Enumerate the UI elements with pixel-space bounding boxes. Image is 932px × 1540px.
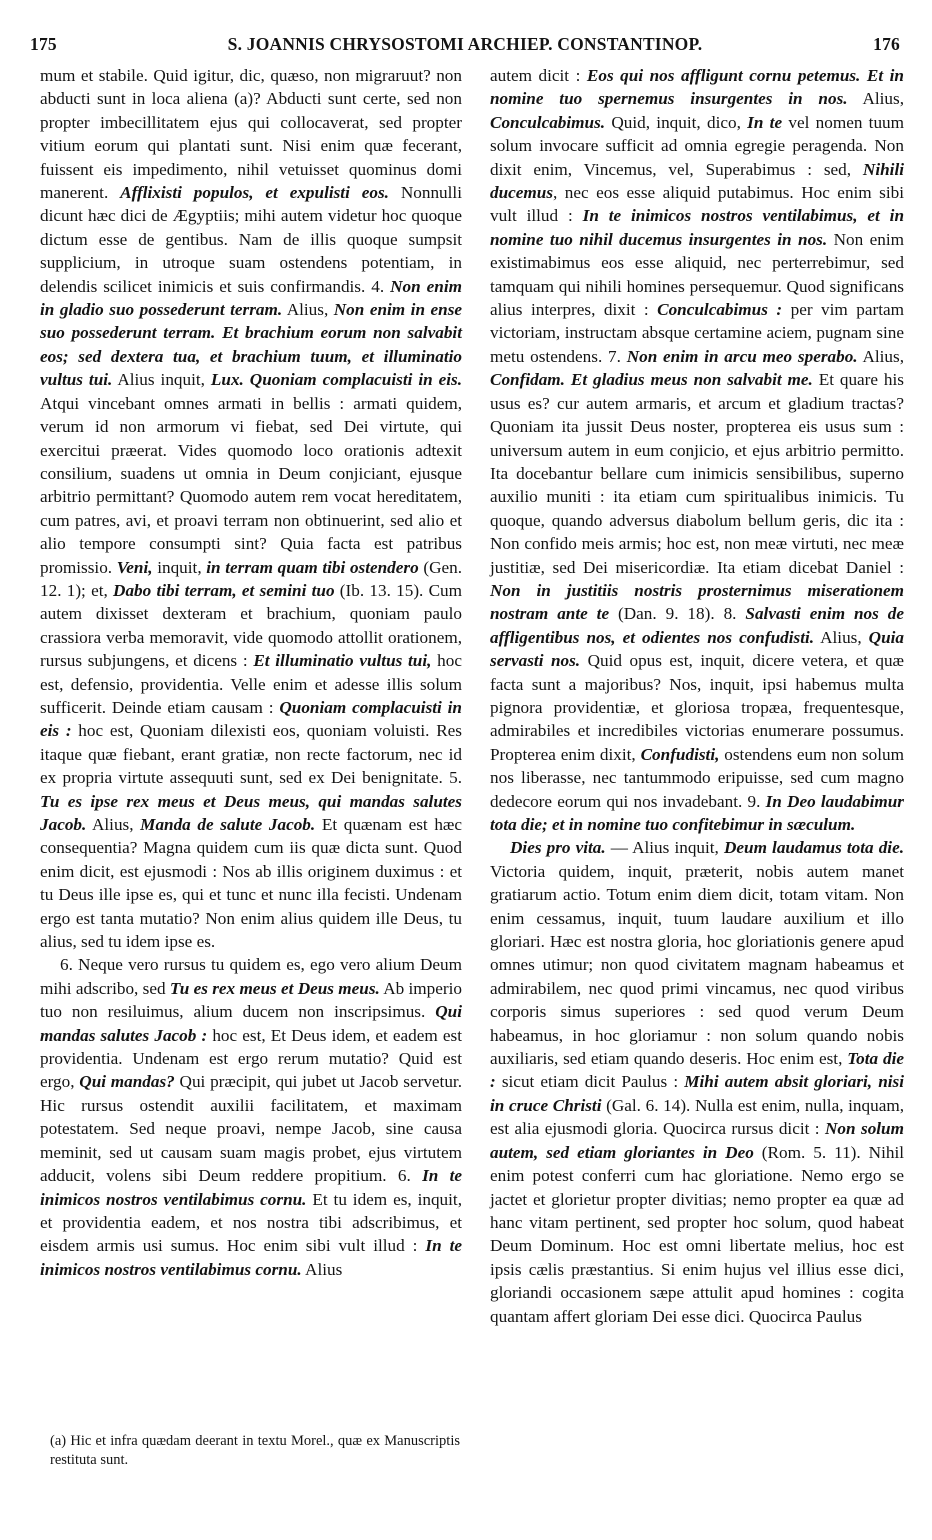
text-run: Et quare his usus es? cur autem armaris, et arcum et gladium tractas? Quoniam ita jussit Deus noster, propterea eis usus sum : universum autem in eum conjicio, et ejus arbitrio permitto. Ita docebantur bellare cum inimicis sensibilibus, superno auxilio muniti : ita etiam cum spiritualibus inimicis. Tu quoque, quando adversus diabolum bellum geris, dic ita : Non confido meis armis; hoc est, non meæ virtuti, nec meæ justitiæ, sed Dei misericordiæ. Ita etiam dicebat Daniel :	[490, 370, 904, 577]
italic-quotation: Non in justitiis nostris prosternimus miserationem nostram ante te	[490, 580, 904, 624]
text-run: — Alius inquit,	[605, 838, 724, 858]
italic-quotation: Non enim in arcu meo sperabo.	[626, 346, 858, 366]
text-run: autem dicit :	[490, 66, 587, 85]
text-run: Alius,	[814, 627, 869, 647]
italic-quotation: Tu es ipse rex meus et Deus meus, qui mandas salutes Jacob.	[40, 791, 462, 834]
text-run: (Rom. 5. 11). Nihil enim potest conferri cum hac gloriatione. Nemo ergo se jactet et glorietur propter divitias; nemo propter ea quæ ad hanc vitam pertinent, sed propter hoc solum, quod habeat Deum Dominum. Hoc est omni libertate melius, hoc est ipsis cælis præstantius. Si enim hujus vel illius esse dici, gloriandi occasionem sæpe attulit apud homines : cogita quantam affert gloriam Dei esse dici. Quocirca Paulus	[490, 1142, 904, 1326]
running-title: S. JOANNIS CHRYSOSTOMI ARCHIEP. CONSTANTINOP.	[227, 34, 703, 54]
italic-quotation: Lux. Quoniam complacuisti in eis.	[210, 370, 462, 390]
italic-quotation: Deum laudamus tota die.	[723, 838, 905, 858]
text-run: inquit,	[152, 557, 207, 577]
text-run: per vim partam victoriam, instructam absque certamine aciem, pugnam sine metu ostendens. 7.	[490, 300, 904, 366]
italic-quotation: Dies pro vita.	[510, 838, 606, 858]
italic-quotation: Tu es rex meus et Deus meus.	[169, 978, 380, 998]
text-run: Alius inquit,	[112, 370, 211, 390]
text-run: (Gen. 12. 1); et,	[40, 557, 462, 600]
text-run: Alius,	[847, 89, 904, 109]
text-run: hoc est, defensio, providentia. Velle enim et adesse illis solum sufficerit. Deinde etiam causam :	[40, 651, 462, 717]
italic-quotation: Nihili ducemus	[490, 159, 904, 203]
page-number-left: 175	[30, 34, 57, 54]
text-run: Ab imperio tuo non resiluimus, alium ducem non inscripsimus.	[40, 978, 462, 1022]
paragraph	[40, 64, 462, 953]
right-column	[490, 64, 904, 1328]
text-run: Alius,	[857, 346, 904, 366]
text-run: (Ib. 13. 15). Cum autem dixisset dexteram et brachium, quoniam paulo crassiora verba memoravit, vide quomodo attollit orationem, rursus subjungens, et dicens :	[40, 580, 463, 671]
italic-quotation: In te inimicos nostros ventilabimus cornu.	[40, 1166, 462, 1209]
italic-quotation: Afflixisti populos, et expulisti eos.	[120, 183, 389, 203]
text-run: Nonnulli dicunt hæc dici de Ægyptiis; mihi autem videtur hoc quoque dictum esse de gentibus. Nam de illis quoque sumpsit supplicium, in utroque suam ostendens potentiam, in delendis scilicet inimicis et suis confirmandis. 4.	[40, 183, 462, 296]
italic-quotation: Manda de salute Jacob.	[140, 815, 316, 834]
text-run: hoc est, Quoniam dilexisti eos, quoniam voluisti. Res itaque quæ fiebant, erant gratiæ, non recte factorum, nec id ex propria virtute assequuti sunt, sed ex Dei benignitate. 5.	[40, 721, 462, 788]
italic-quotation: Eos qui nos affligunt cornu petemus. Et in nomine tuo spernemus insurgentes in nos.	[490, 66, 904, 109]
text-run: mum et stabile. Quid igitur, dic, quæso, non migraruut? non abducti sunt in loca aliena	[40, 66, 462, 109]
text-run: ? Abducti sunt certe, sed non propter imbecillitatem ejus qui collocaverat, sed propter vitium eorum qui plantati sunt. Nisi enim quæ fecerant, fuissent eis impedimento, nihil vetuisset quominus domi manerent.	[40, 89, 462, 203]
text-run: Et tu idem es, inquit, et providentia eadem, et nos nostra tibi adscribimus, et eisdem armis usi sumus. Hoc enim sibi vult illud :	[40, 1189, 462, 1256]
italic-quotation: Confudisti,	[640, 744, 720, 764]
italic-quotation: Non solum autem, sed etiam gloriantes in Deo	[490, 1119, 904, 1162]
text-run: Alius,	[86, 815, 141, 834]
text-run: vel nomen tuum solum invocare sufficit ad omnia egregie peragenda. Non dixit enim, Vincemus, vel, Superabimus : sed,	[490, 112, 905, 179]
italic-quotation: In Deo laudabimur tota die; et in nomine tuo confitebimur in sæculum.	[490, 791, 904, 834]
text-run: (Dan. 9. 18). 8.	[609, 604, 746, 624]
text-run: Atqui vincebant omnes armati in bellis : armati quidem, verum id non armorum vi fiebat, sed Dei virtute, qui exercitui præerat. Vides quomodo loco orationis adtexit consilium, suadens ut omnia in Deum conjiciant, ejusque arbitrio permittant? Quomodo autem rem vocat hereditatem, cum patres, avi, et proavi terram non obtinuerint, sed alio et alio tempore consumpti sint? Quia facta est patribus promissio.	[40, 393, 462, 577]
italic-quotation: In te	[747, 112, 783, 132]
text-run: Quid, inquit, dico,	[605, 112, 748, 132]
italic-quotation: Non enim in ense suo possederunt terram. Et brachium eorum non salvabit eos; sed dextera tua, et brachium tuum, et illuminatio vultus tui.	[40, 300, 463, 390]
italic-quotation: Mihi autem absit gloriari, nisi in cruce Christi	[490, 1072, 904, 1115]
italic-quotation: In te inimicos nostros ventilabimus cornu.	[40, 1236, 462, 1279]
italic-quotation: Quoniam complacuisti in eis :	[40, 697, 462, 741]
italic-quotation: Conculcabimus.	[490, 112, 606, 132]
text-run: Non enim existimabimus eos esse aliquid, nec perterrebimur, sed tamquam qui nihili homines persequemur. Quod significans alius interpres, dixit :	[490, 229, 905, 320]
text-run: Et quænam est hæc consequentia? Magna quidem cum iis quæ dicta sunt. Quod enim dicit, est ejusmodi : Nos ab illis originem duximus : et tu Deus ille ipse es, qui et tunc et nunc illa fecisti. Undenam ergo est tanta mutatio? Non enim alius quidem ille Deus, tu alius, sed tu idem ipse es.	[40, 815, 462, 952]
running-header	[30, 34, 900, 60]
italic-quotation: Et illuminatio vultus tui,	[253, 651, 432, 671]
italic-quotation: In te inimicos nostros ventilabimus, et in nomine tuo nihil ducemus insurgentes in nos.	[490, 206, 904, 249]
paragraph	[40, 953, 462, 1281]
text-run: Quid opus est, inquit, dicere vetera, et quæ facta sunt a majoribus? Nos, inquit, ipsi habemus multa pignora providentiæ, et gloriosa tropæa, frequentesque, admirabiles et incredibiles victorias enumerare possumus. Propterea enim dixit,	[490, 651, 905, 764]
text-run: ostendens eum non solum nos liberasse, nec tantummodo eripuisse, sed cum magno dedecore eorum qui nos invadebant. 9.	[490, 744, 904, 811]
footnote: (a) Hic et infra quædam deerant in textu Morel., quæ ex Manuscriptis restituta sunt.	[50, 1433, 460, 1468]
page-number-right: 176	[873, 34, 900, 54]
text-run: Alius,	[282, 300, 334, 320]
paragraph	[490, 64, 904, 836]
text-run: Qui præcipit, qui jubet ut Jacob servetur. Hic rursus ostendit auxilii facilitatem, et maximam potestatem. Sed neque proavi, nempe Jacob, sine causa meminit, sed ut causam suam magis probet, ejus virtutem adducit, volens sibi Deum reddere propitium. 6.	[40, 1072, 462, 1186]
text-run: sicut etiam dicit Paulus :	[495, 1072, 685, 1092]
italic-quotation: Veni,	[116, 557, 153, 577]
italic-quotation: Non enim in gladio suo possederunt terram.	[40, 276, 462, 320]
text-run: Victoria quidem, inquit, præterit, nobis autem manet gratiarum actio. Totum enim diem dicit, totam vitam. Non enim cessamus, inquit, tuum laudare auxilium et illo gloriari. Hæc est nostra gloria, hoc gloriationis genere apud omnes utimur; non quod civitatem magnam habeamus et admirabilem, nec quod primi vincamus, nec quod viribus corporis simus superiores : sed quod verum Deum habeamus, in hoc gloriamur : non solum quando nobis auxiliaris, sed etiam quando deseris. Hoc enim est,	[490, 861, 904, 1069]
italic-quotation: Conculcabimus :	[657, 300, 783, 320]
text-run: Alius	[301, 1259, 343, 1279]
text-run: 6. Neque vero rursus tu quidem es, ego vero alium Deum mihi adscribo, sed	[40, 955, 462, 998]
left-column	[40, 64, 462, 1281]
paragraph	[490, 836, 904, 1328]
italic-quotation: Quia servasti nos.	[490, 627, 904, 671]
italic-quotation: Dabo tibi terram, et semini tuo	[113, 580, 335, 600]
text-run: (Gal. 6. 14). Nulla est enim, nulla, inquam, est alia ejusmodi gloria. Quocirca rursus dicit :	[490, 1095, 904, 1139]
text-run: , nec eos esse aliquid putabimus. Hoc enim sibi vult illud :	[490, 183, 904, 226]
italic-quotation: Qui mandas salutes Jacob :	[40, 1002, 462, 1045]
text-run: (a)	[234, 89, 254, 109]
italic-quotation: Confidam. Et gladius meus non salvabit me.	[490, 370, 813, 390]
italic-quotation: Qui mandas?	[79, 1072, 175, 1092]
italic-quotation: in terram quam tibi ostendero	[206, 557, 419, 577]
italic-quotation: Tota die :	[490, 1049, 904, 1092]
text-run: hoc est, Et Deus idem, et eadem est providentia. Undenam est ergo rerum mutatio? Quid est ergo,	[40, 1025, 462, 1092]
italic-quotation: Salvasti enim nos de affligentibus nos, et odientes nos confudisti.	[490, 604, 904, 647]
